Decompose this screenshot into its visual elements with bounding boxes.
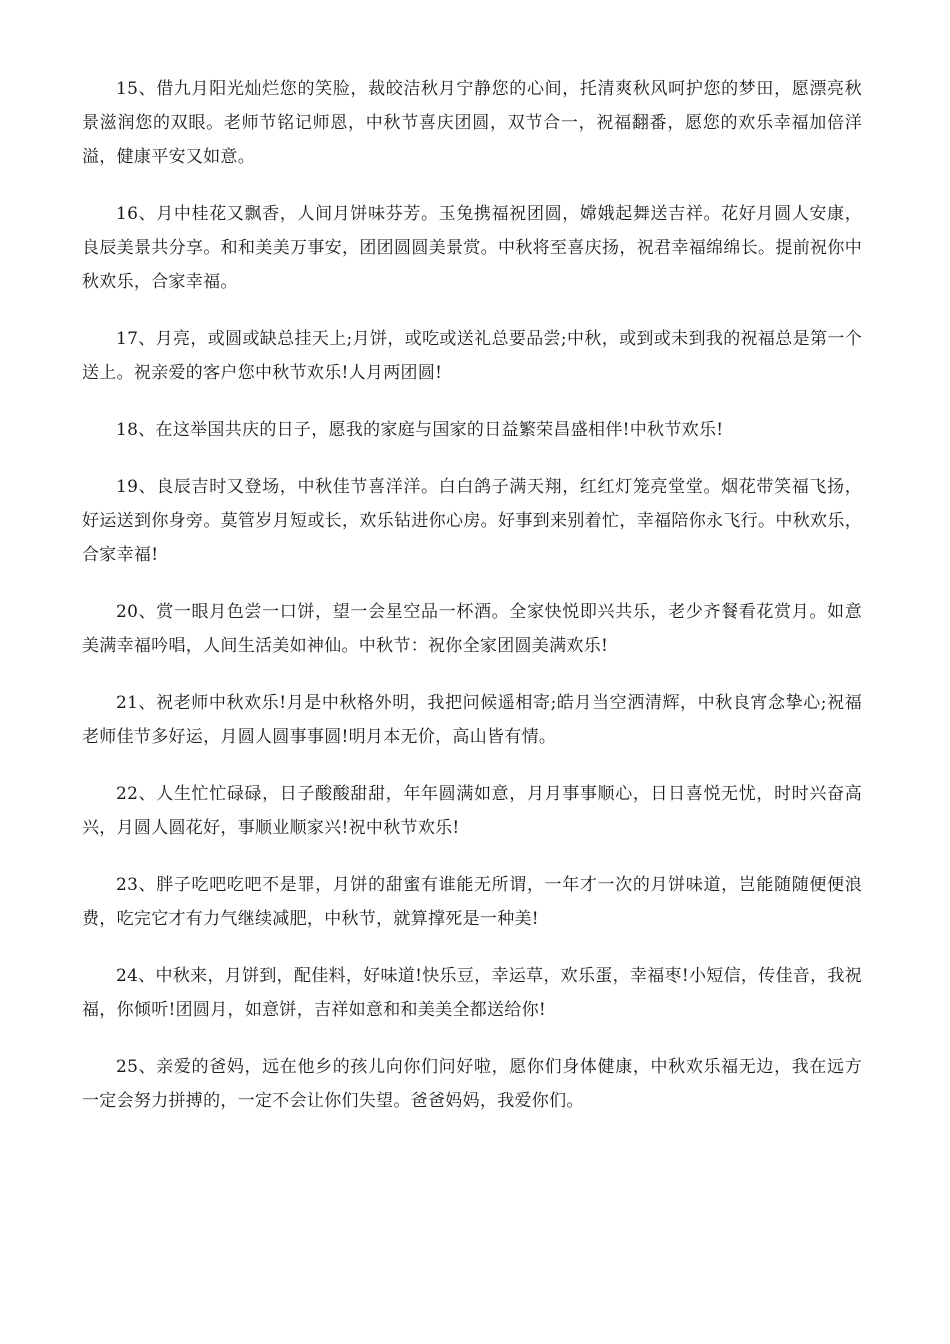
paragraph-25: 25、亲爱的爸妈，远在他乡的孩儿向你们问好啦，愿你们身体健康，中秋欢乐福无边，我在远方一定会努力拼搏的，一定不会让你们失望。爸爸妈妈，我爱你们。 — [82, 1057, 862, 1111]
document-body — [82, 72, 862, 1141]
paragraph-18: 18、在这举国共庆的日子，愿我的家庭与国家的日益繁荣昌盛相伴!中秋节欢乐! — [116, 420, 724, 440]
paragraph-22: 22、人生忙忙碌碌，日子酸酸甜甜，年年圆满如意，月月事事顺心，日日喜悦无忧，时时兴奋高兴，月圆人圆花好，事顺业顺家兴!祝中秋节欢乐! — [82, 784, 862, 838]
paragraph-20: 20、赏一眼月色尝一口饼，望一会星空品一杯酒。全家快悦即兴共乐，老少齐餐看花赏月。如意美满幸福吟唱，人间生活美如神仙。中秋节：祝你全家团圆美满欢乐! — [82, 602, 862, 656]
paragraph-17: 17、月亮，或圆或缺总挂天上;月饼，或吃或送礼总要品尝;中秋，或到或未到我的祝福总是第一个送上。祝亲爱的客户您中秋节欢乐!人月两团圆! — [82, 329, 862, 383]
paragraph-23: 23、胖子吃吧吃吧不是罪，月饼的甜蜜有谁能无所谓，一年才一次的月饼味道，岂能随随便便浪费，吃完它才有力气继续减肥，中秋节，就算撑死是一种美! — [82, 875, 862, 929]
paragraph-15: 15、借九月阳光灿烂您的笑脸，裁皎洁秋月宁静您的心间，托清爽秋风呵护您的梦田，愿漂亮秋景滋润您的双眼。老师节铭记师恩，中秋节喜庆团圆，双节合一，祝福翻番，愿您的欢乐幸福加倍洋溢，健康平安又如意。 — [82, 79, 862, 167]
paragraph-21: 21、祝老师中秋欢乐!月是中秋格外明，我把问候遥相寄;皓月当空洒清辉，中秋良宵念挚心;祝福老师佳节多好运，月圆人圆事事圆!明月本无价，高山皆有情。 — [82, 693, 862, 747]
paragraph-24: 24、中秋来，月饼到，配佳料，好味道!快乐豆，幸运草，欢乐蛋，幸福枣!小短信，传佳音，我祝福，你倾听!团圆月，如意饼，吉祥如意和和美美全都送给你! — [82, 966, 862, 1020]
paragraph-19: 19、良辰吉时又登场，中秋佳节喜洋洋。白白鸽子满天翔，红红灯笼亮堂堂。烟花带笑福飞扬，好运送到你身旁。莫管岁月短或长，欢乐钻进你心房。好事到来别着忙，幸福陪你永飞行。中秋欢乐，合家幸福! — [82, 477, 862, 565]
paragraph-16: 16、月中桂花又飘香，人间月饼味芬芳。玉兔携福祝团圆，嫦娥起舞送吉祥。花好月圆人安康，良辰美景共分享。和和美美万事安，团团圆圆美景赏。中秋将至喜庆扬，祝君幸福绵绵长。提前祝你中秋欢乐，合家幸福。 — [82, 204, 862, 292]
